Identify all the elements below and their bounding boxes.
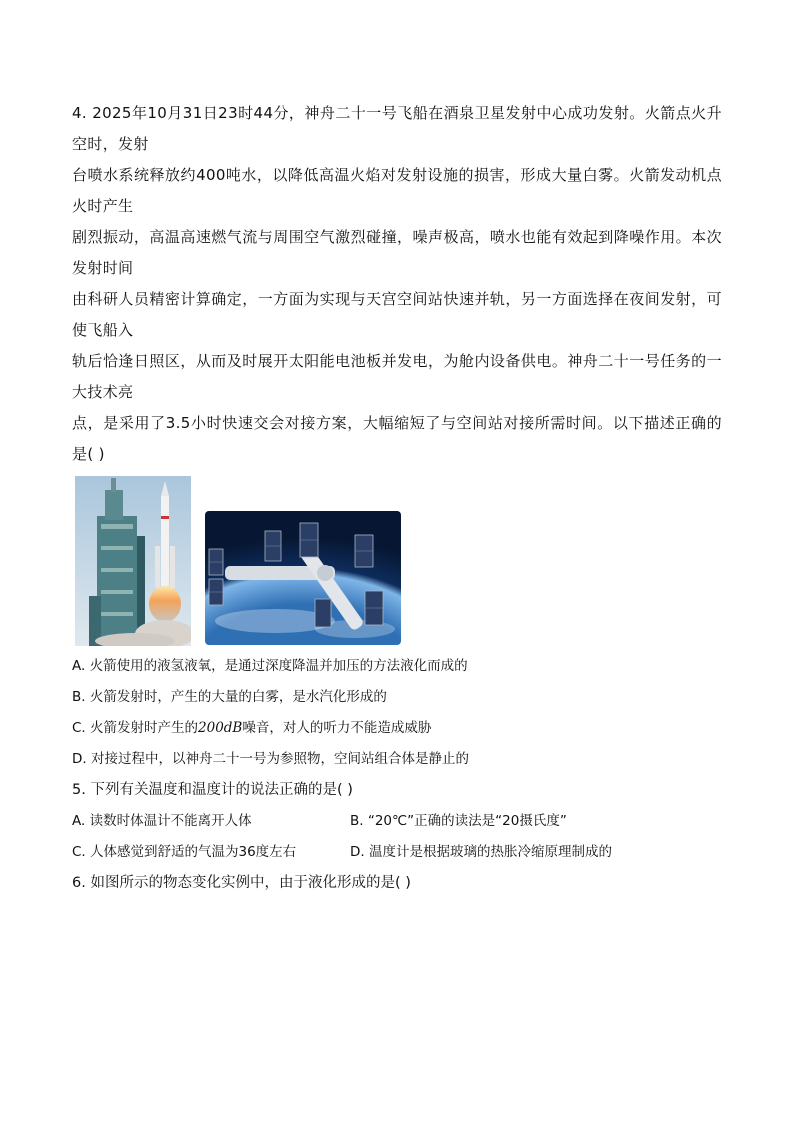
option-c-suffix: 噪音，对人的听力不能造成威胁	[242, 720, 432, 736]
question-4-line: 台喷水系统释放约400吨水，以降低高温火焰对发射设施的损害，形成大量白雾。火箭发动机点火时产生	[72, 166, 722, 215]
question-4-stem	[72, 98, 722, 470]
question-5-option-d[interactable]: D. 温度计是根据玻璃的热胀冷缩原理制成的	[350, 844, 612, 860]
question-4-line: 点，是采用了3.5小时快速交会对接方案，大幅缩短了与空间站对接所需时间。以下描述正确的是( )	[72, 414, 722, 463]
question-4-figures	[72, 476, 722, 651]
question-5-option-b[interactable]: B. “20℃”正确的读法是“20摄氏度”	[350, 813, 567, 829]
question-5	[72, 775, 722, 868]
question-5-option-a[interactable]: A. 读数时体温计不能离开人体	[72, 813, 252, 829]
question-4-option-a[interactable]: A. 火箭使用的液氢液氧，是通过深度降温并加压的方法液化而成的	[72, 658, 468, 674]
exam-page	[72, 98, 722, 899]
question-4-line: 由科研人员精密计算确定，一方面为实现与天宫空间站快速并轨，另一方面选择在夜间发射，可使飞船入	[72, 290, 722, 339]
question-6-stem: 6. 如图所示的物态变化实例中，由于液化形成的是( )	[72, 875, 411, 891]
question-4-line: 4. 2025年10月31日23时44分，神舟二十一号飞船在酒泉卫星发射中心成功发射。火箭点火升空时，发射	[72, 104, 722, 153]
rocket-launch-tower-image	[75, 476, 191, 646]
question-6	[72, 868, 722, 899]
question-5-option-c[interactable]: C. 人体感觉到舒适的气温为36度左右	[72, 844, 297, 860]
space-station-image	[205, 511, 401, 645]
option-c-prefix: C. 火箭发射时产生的	[72, 720, 199, 736]
question-5-options-row-2	[72, 837, 722, 868]
question-4-line: 剧烈振动，高温高速燃气流与周围空气激烈碰撞，噪声极高，喷水也能有效起到降噪作用。本次发射时间	[72, 228, 722, 277]
question-4-option-c[interactable]	[72, 713, 722, 744]
question-4-line: 轨后恰逢日照区，从而及时展开太阳能电池板并发电，为舱内设备供电。神舟二十一号任务的一大技术亮	[72, 352, 722, 401]
question-4-option-b[interactable]: B. 火箭发射时，产生的大量的白雾，是水汽化形成的	[72, 689, 387, 705]
question-5-stem: 5. 下列有关温度和温度计的说法正确的是( )	[72, 782, 353, 798]
question-5-options-row-1	[72, 806, 722, 837]
question-4	[72, 98, 722, 775]
option-c-decibel: 200dB	[198, 720, 243, 736]
question-4-option-d[interactable]: D. 对接过程中，以神舟二十一号为参照物，空间站组合体是静止的	[72, 751, 469, 767]
